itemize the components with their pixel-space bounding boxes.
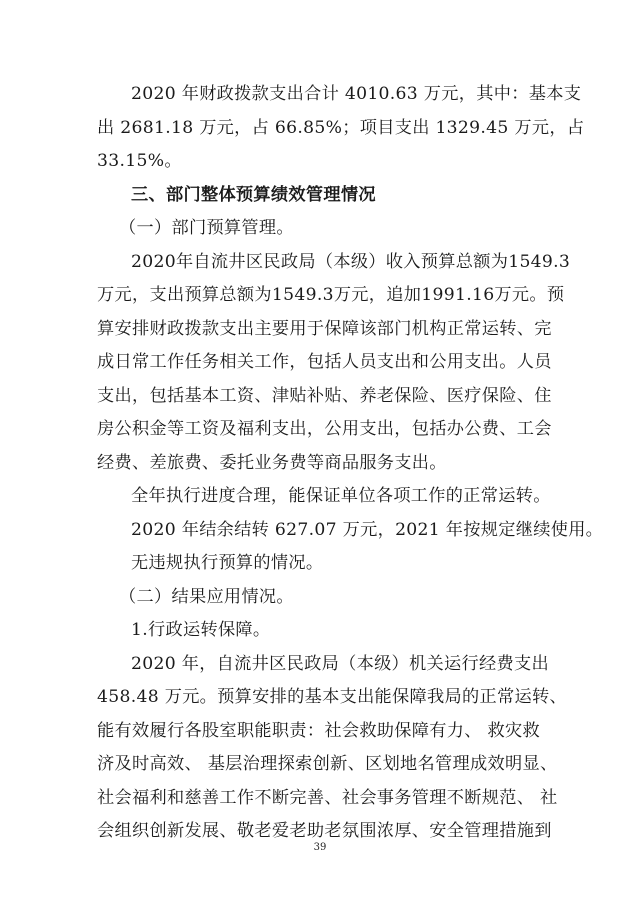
text-line: 经费、差旅费、委托业务费等商品服务支出。 [97,452,447,473]
body-text [97,78,604,849]
text-line: 会组织创新发展、敬老爱老助老氛围浓厚、安全管理措施到 [97,821,552,841]
text-line: 万元，支出预算总额为1549.3万元，追加1991.16万元。预 [97,285,565,305]
text-line: 成日常工作任务相关工作，包括人员支出和公用支出。人员 [97,352,552,372]
text-line: 458.48 万元。预算安排的基本支出能保障我局的正常运转、 [97,687,567,707]
text-line: （一）部门预算管理。 [119,218,294,238]
text-line: 支出，包括基本工资、津贴补贴、养老保险、医疗保险、住 [97,385,552,406]
text-line: 出 2681.18 万元，占 66.85%；项目支出 1329.45 万元，占 [97,117,585,138]
page-number: 39 [313,842,327,853]
text-line: 无违规执行预算的情况。 [131,553,324,573]
text-line: 2020 年财政拨款支出合计 4010.63 万元，其中：基本支 [131,84,582,104]
text-line: 2020 年，自流井区民政局（本级）机关运行经费支出 [131,653,549,674]
text-line: 房公积金等工资及福利支出，公用支出，包括办公费、工会 [97,419,552,439]
text-line: （二）结果应用情况。 [119,586,294,607]
text-line: 2020 年结余结转 627.07 万元，2021 年按规定继续使用。 [131,519,604,540]
text-line: 全年执行进度合理，能保证单位各项工作的正常运转。 [131,486,551,506]
text-line: 算安排财政拨款支出主要用于保障该部门机构正常运转、完 [97,318,552,339]
text-line: 2020年自流井区民政局（本级）收入预算总额为1549.3 [131,251,571,272]
text-line: 社会福利和慈善工作不断完善、社会事务管理不断规范、 社 [97,787,558,808]
section-heading: 三、部门整体预算绩效管理情况 [131,184,376,205]
text-line: 济及时高效、 基层治理探索创新、区划地名管理成效明显、 [97,754,558,774]
text-line: 1.行政运转保障。 [131,620,271,640]
text-line: 能有效履行各股室职能职责：社会救助保障有力、 救灾救 [97,720,540,741]
text-line: 33.15%。 [97,151,182,171]
